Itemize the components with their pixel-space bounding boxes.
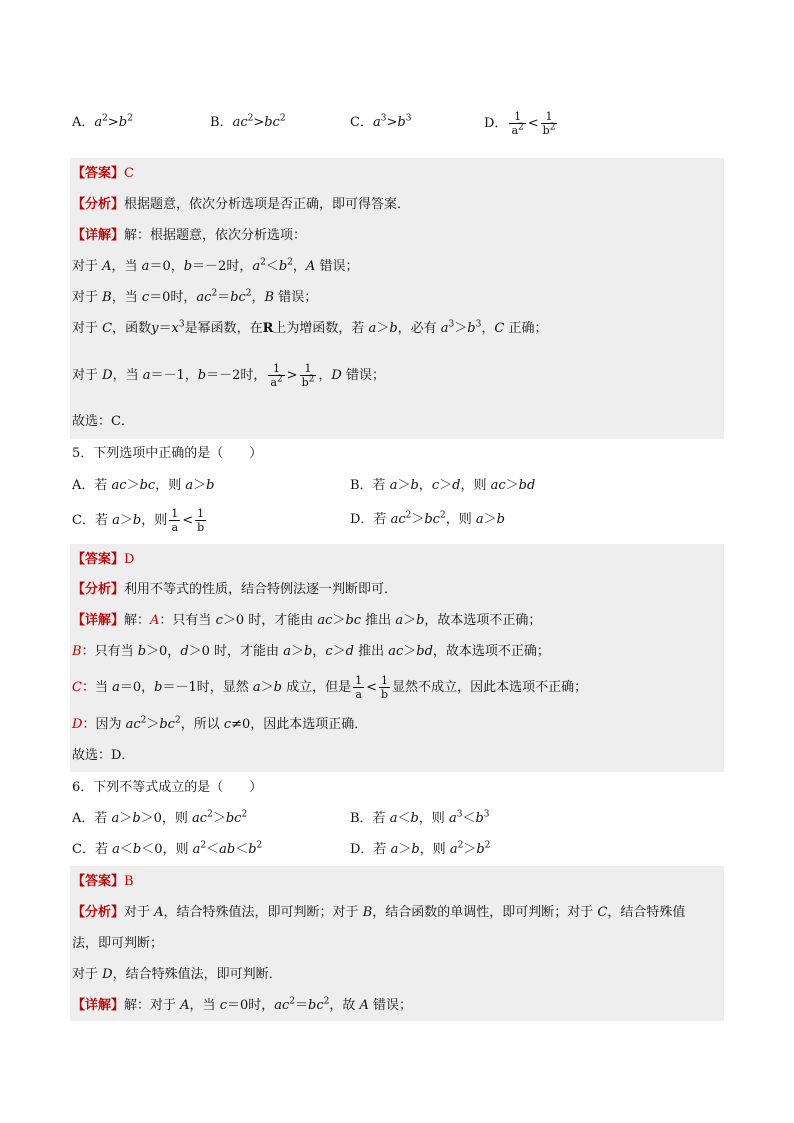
q5-option-b: B．若 a＞b，c＞d，则 ac＞bd: [350, 478, 536, 493]
q6-analysis-line3: 对于 D，结合特殊值法，即可判断．: [72, 967, 282, 982]
fraction: $\frac{1}{a}$: [171, 507, 179, 534]
q4-option-d: D． $\frac{1}{a^2}$ < $\frac{1}{b^2}$: [484, 110, 556, 137]
q4-choose: 故选：C．: [72, 414, 134, 429]
q4-analysis: 【分析】根据题意，依次分析选项是否正确，即可得答案．: [72, 197, 411, 212]
q4-detail-c: 对于 C，函数$y=x^3$是幂函数，在R上为增函数，若 a＞b，必有 $a^3>b^3$，C 正确；: [72, 319, 548, 336]
fraction: $\frac{1}{b^2}$: [542, 110, 556, 137]
q5-detail-d: D：因为 $ac^2>bc^2$，所以 c≠0，因此本选项正确．: [72, 715, 368, 732]
fraction: $\frac{1}{a}$: [355, 674, 363, 701]
q5-answer: 【答案】D: [72, 552, 135, 567]
q6-stem: 6．下列不等式成立的是（ ）: [72, 780, 263, 795]
q5-option-d: D．若 $ac^2>bc^2$，则 a＞b: [350, 510, 505, 527]
q6-option-c: C．若 a＜b＜0，则 $a^2<ab<b^2$: [72, 840, 263, 857]
q4-option-c: C．$a^3>b^3$: [350, 113, 412, 130]
q5-option-a: A．若 ac＞bc，则 a＞b: [72, 478, 215, 493]
q5-stem: 5．下列选项中正确的是（ ）: [72, 446, 263, 461]
fraction: $\frac{1}{a^2}$: [270, 362, 283, 389]
q5-detail-a: 【详解】解：A：只有当 c＞0 时，才能由 ac＞bc 推出 a＞b，故本选项不正确；: [72, 613, 542, 628]
q4-option-a: A．$a^2>b^2$: [72, 113, 133, 130]
fraction: $\frac{1}{b}$: [381, 674, 389, 701]
q6-option-b: B．若 a＜b，则 $a^3<b^3$: [350, 809, 490, 826]
q4-detail: 【详解】解：根据题意，依次分析选项：: [72, 228, 307, 243]
q4-option-b: B．$ac^2>bc^2$: [210, 113, 286, 130]
q6-analysis-line1: 【分析】对于 A，结合特殊值法，即可判断；对于 B，结合函数的单调性，即可判断；对于 C，结合特殊值: [72, 905, 686, 920]
q6-option-a: A．若 a＞b＞0，则 $ac^2>bc^2$: [72, 809, 248, 826]
fraction: $\frac{1}{b^2}$: [301, 362, 315, 389]
q6-analysis-line2: 法，即可判断；: [72, 936, 164, 951]
fraction: $\frac{1}{a^2}$: [511, 110, 524, 137]
q4-detail-a: 对于 A，当 a＝0，b＝－2时，$a^2<b^2$，A 错误；: [72, 257, 359, 274]
q6-detail-a: 【详解】解：对于 A，当 c＝0时，$ac^2=bc^2$，故 A 错误；: [72, 996, 413, 1013]
q4-detail-b: 对于 B，当 c＝0时，$ac^2=bc^2$，B 错误；: [72, 288, 318, 305]
q5-choose: 故选：D．: [72, 748, 135, 763]
q6-answer: 【答案】B: [72, 874, 134, 889]
q6-option-d: D．若 a＞b，则 $a^2>b^2$: [350, 840, 491, 857]
q4-detail-d: 对于 D，当 a＝－1，b＝－2时， $\frac{1}{a^2}$ > $\frac{1}{b^2}$ ，D 错误；: [72, 362, 385, 389]
q5-detail-b: B：只有当 b＞0，d＞0 时，才能由 a＞b，c＞d 推出 ac＞bd，故本选项不正确；: [72, 644, 550, 659]
q4-answer: 【答案】C: [72, 166, 134, 181]
q5-analysis: 【分析】利用不等式的性质，结合特例法逐一判断即可．: [72, 582, 398, 597]
q5-option-c: C．若 a＞b，则 $\frac{1}{a}$ < $\frac{1}{b}$: [72, 507, 205, 534]
fraction: $\frac{1}{b}$: [197, 507, 205, 534]
q5-detail-c: C：当 a＝0，b＝－1时，显然 a＞b 成立，但是 $\frac{1}{a}$ < $\frac{1}{b}$ 显然不成立，因此本选项不正确；: [72, 674, 588, 701]
